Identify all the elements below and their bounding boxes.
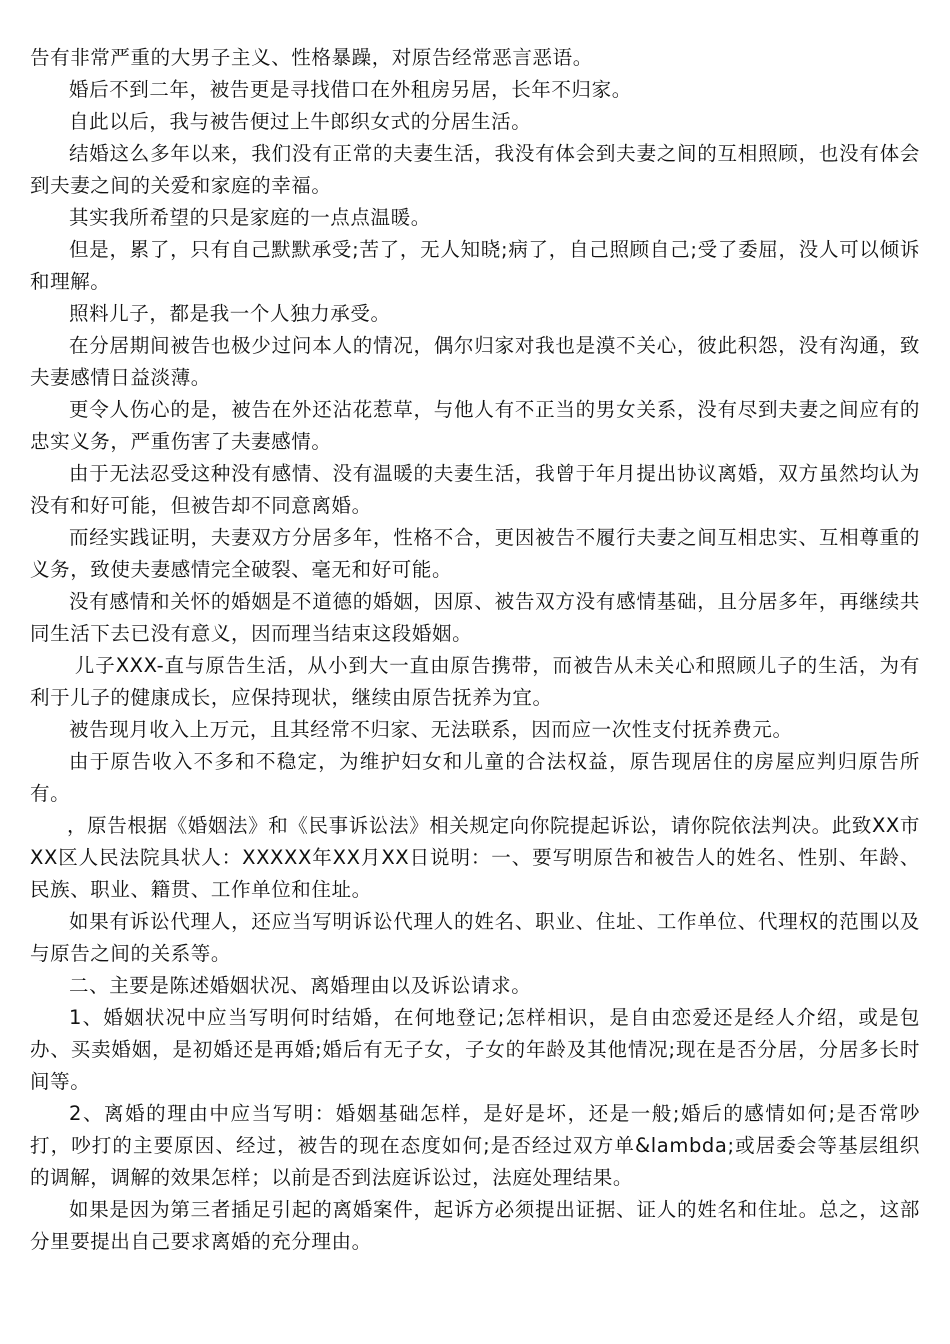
paragraph-16: ，原告根据《婚姻法》和《民事诉讼法》相关规定向你院提起诉讼，请你院依法判决。此致XX市XX区人民法院具状人：XXXXX年XX月XX日说明：一、要写明原告和被告人的姓名、性别、年龄、民族、职业、籍贯、工作单位和住址。 [30, 814, 920, 901]
paragraph-3: 自此以后，我与被告便过上牛郎织女式的分居生活。 [69, 110, 532, 133]
paragraph-19: 1、婚姻状况中应当写明何时结婚，在何地登记;怎样相识，是自由恋爱还是经人介绍，或是包办、买卖婚姻，是初婚还是再婚;婚后有无子女，子女的年龄及其他情况;现在是否分居，分居多长时间等。 [30, 1006, 920, 1093]
paragraph-20: 2、离婚的理由中应当写明：婚姻基础怎样，是好是坏，还是一般;婚后的感情如何;是否常吵打，吵打的主要原因、经过，被告的现在态度如何;是否经过双方单&lambda;或居委会等基层组织的调解，调解的效果怎样；以前是否到法庭诉讼过，法庭处理结果。 [30, 1102, 920, 1189]
paragraph-4: 结婚这么多年以来，我们没有正常的夫妻生活，我没有体会到夫妻之间的互相照顾，也没有体会到夫妻之间的关爱和家庭的幸福。 [30, 142, 920, 197]
paragraph-18: 二、主要是陈述婚姻状况、离婚理由以及诉讼请求。 [69, 974, 532, 997]
paragraph-1: 告有非常严重的大男子主义、性格暴躁，对原告经常恶言恶语。 [30, 46, 593, 69]
paragraph-13: 儿子XXX-直与原告生活，从小到大一直由原告携带，而被告从未关心和照顾儿子的生活，为有利于儿子的健康成长，应保持现状，继续由原告抚养为宜。 [30, 654, 920, 709]
paragraph-9: 更令人伤心的是，被告在外还沾花惹草，与他人有不正当的男女关系，没有尽到夫妻之间应有的忠实义务，严重伤害了夫妻感情。 [30, 398, 920, 453]
paragraph-2: 婚后不到二年，被告更是寻找借口在外租房另居，长年不归家。 [69, 78, 632, 101]
paragraph-21: 如果是因为第三者插足引起的离婚案件，起诉方必须提出证据、证人的姓名和住址。总之，这部分里要提出自己要求离婚的充分理由。 [30, 1198, 920, 1253]
paragraph-14: 被告现月收入上万元，且其经常不归家、无法联系，因而应一次性支付抚养费元。 [69, 718, 793, 741]
paragraph-15: 由于原告收入不多和不稳定，为维护妇女和儿童的合法权益，原告现居住的房屋应判归原告所有。 [30, 750, 920, 805]
paragraph-10: 由于无法忍受这种没有感情、没有温暖的夫妻生活，我曾于年月提出协议离婚，双方虽然均认为没有和好可能，但被告却不同意离婚。 [30, 462, 920, 517]
document-page [30, 42, 920, 1258]
paragraph-6: 但是，累了，只有自己默默承受;苦了，无人知晓;病了，自己照顾自己;受了委屈，没人可以倾诉和理解。 [30, 238, 920, 293]
paragraph-12: 没有感情和关怀的婚姻是不道德的婚姻，因原、被告双方没有感情基础，且分居多年，再继续共同生活下去已没有意义，因而理当结束这段婚姻。 [30, 590, 920, 645]
paragraph-11: 而经实践证明，夫妻双方分居多年，性格不合，更因被告不履行夫妻之间互相忠实、互相尊重的义务，致使夫妻感情完全破裂、毫无和好可能。 [30, 526, 920, 581]
paragraph-7: 照料儿子，都是我一个人独力承受。 [69, 302, 391, 325]
paragraph-8: 在分居期间被告也极少过问本人的情况，偶尔归家对我也是漠不关心，彼此积怨，没有沟通，致夫妻感情日益淡薄。 [30, 334, 920, 389]
paragraph-17: 如果有诉讼代理人，还应当写明诉讼代理人的姓名、职业、住址、工作单位、代理权的范围以及与原告之间的关系等。 [30, 910, 920, 965]
paragraph-5: 其实我所希望的只是家庭的一点点温暖。 [69, 206, 431, 229]
